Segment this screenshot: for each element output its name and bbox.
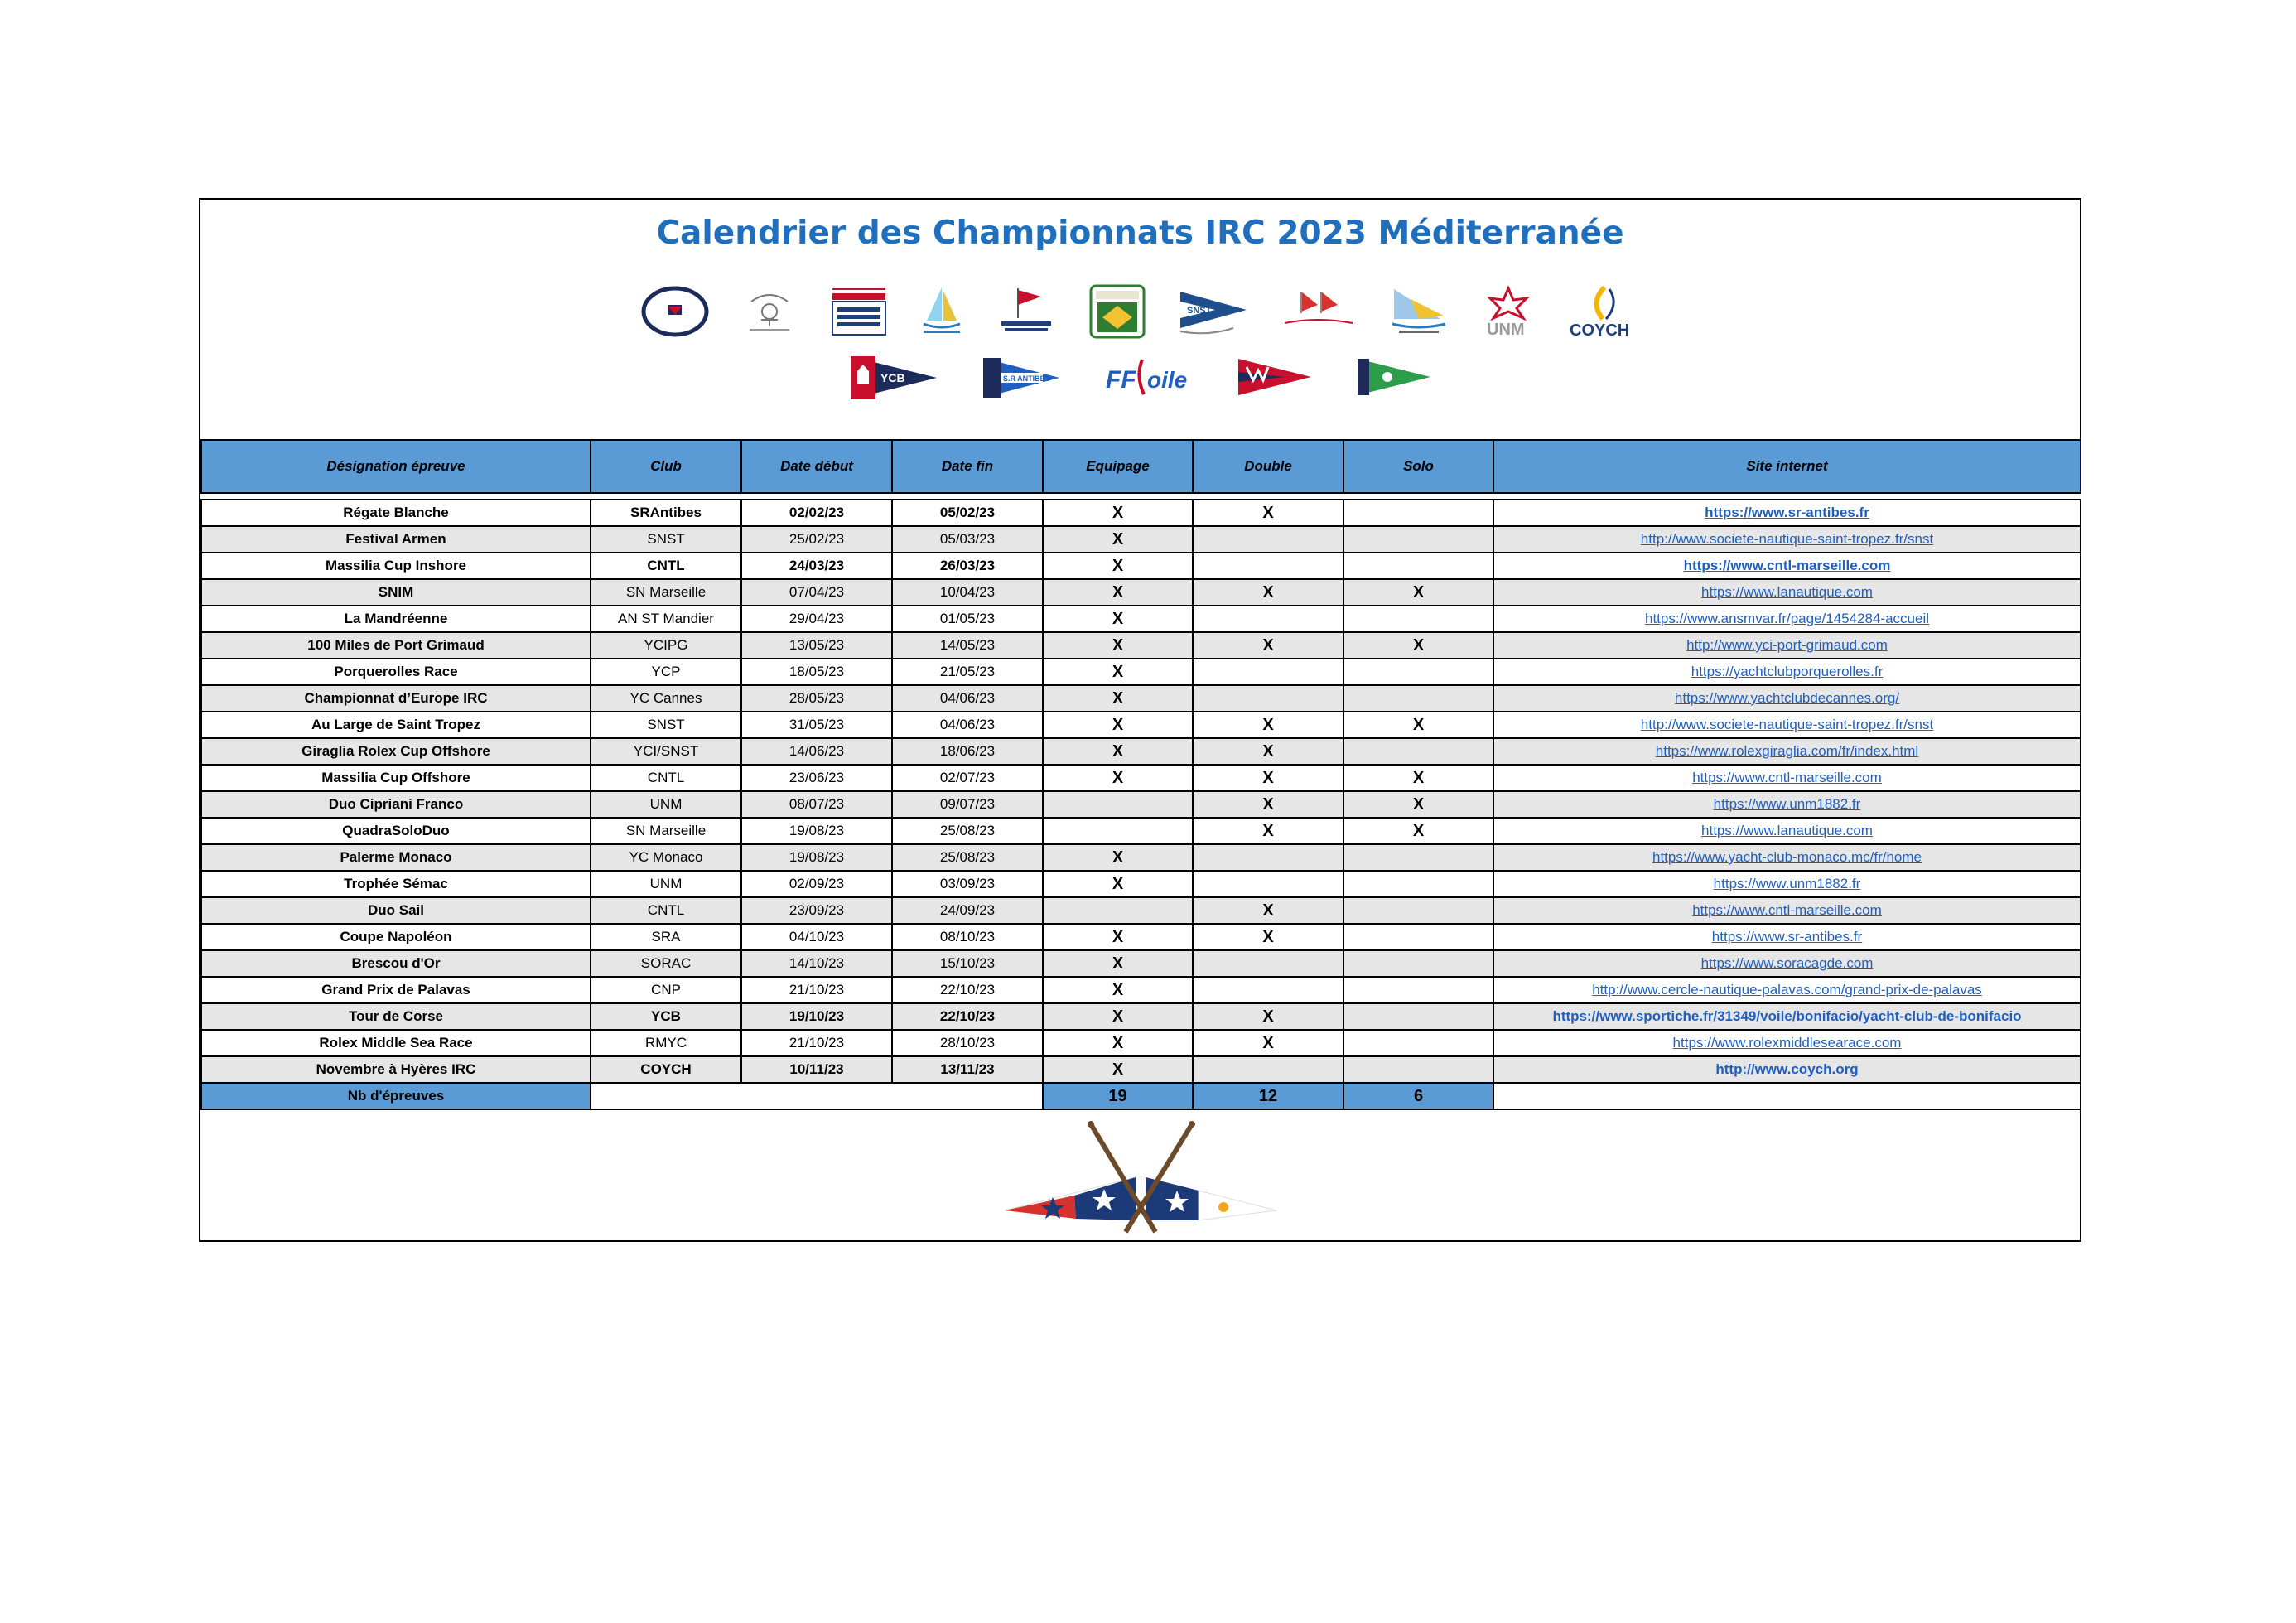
table-row <box>201 1056 2081 1083</box>
cell-designation: 100 Miles de Port Grimaud <box>201 632 591 659</box>
cell-date-start: 13/05/23 <box>741 632 892 659</box>
cell-club: SNST <box>591 526 741 553</box>
cell-date-start: 28/05/23 <box>741 685 892 712</box>
cell-equipage: X <box>1043 685 1193 712</box>
cell-date-start: 23/09/23 <box>741 897 892 924</box>
site-link[interactable]: https://www.yachtclubdecannes.org/ <box>1674 690 1900 706</box>
site-link[interactable]: http://www.cercle-nautique-palavas.com/grand-prix-de-palavas <box>1592 982 1982 997</box>
unm-logo <box>1478 285 1538 338</box>
cell-designation: Rolex Middle Sea Race <box>201 1030 591 1056</box>
site-link[interactable]: http://www.yci-port-grimaud.com <box>1686 637 1888 653</box>
table-row <box>201 659 2081 685</box>
cell-date-end: 05/02/23 <box>892 500 1043 526</box>
table-row <box>201 1003 2081 1030</box>
cell-date-start: 24/03/23 <box>741 553 892 579</box>
cell-date-end: 01/05/23 <box>892 606 1043 632</box>
cell-date-end: 14/05/23 <box>892 632 1043 659</box>
table-row <box>201 632 2081 659</box>
cell-date-start: 02/02/23 <box>741 500 892 526</box>
ansm-pennant-logo <box>1235 355 1314 400</box>
column-header-double: Double <box>1193 440 1343 493</box>
cell-double: X <box>1193 765 1343 791</box>
cell-solo <box>1343 844 1493 871</box>
cell-site <box>1493 712 2081 738</box>
cell-designation: QuadraSoloDuo <box>201 818 591 844</box>
cell-solo: X <box>1343 632 1493 659</box>
ycipg-pennant-logo <box>1354 355 1434 400</box>
yc-cannes-logo <box>640 285 710 338</box>
yacht-club-monaco-logo <box>1276 285 1359 338</box>
cell-site <box>1493 1003 2081 1030</box>
cell-equipage: X <box>1043 659 1193 685</box>
cell-designation: Trophée Sémac <box>201 871 591 897</box>
cell-designation: Massilia Cup Offshore <box>201 765 591 791</box>
svg-text:UNM: UNM <box>1486 321 1525 338</box>
cell-equipage: X <box>1043 765 1193 791</box>
cell-site <box>1493 765 2081 791</box>
cell-date-end: 05/03/23 <box>892 526 1043 553</box>
cell-date-start: 14/06/23 <box>741 738 892 765</box>
svg-text:S.R ANTIBES: S.R ANTIBES <box>1002 374 1050 383</box>
cell-solo <box>1343 738 1493 765</box>
cell-double <box>1193 950 1343 977</box>
site-link[interactable]: https://yachtclubporquerolles.fr <box>1691 664 1884 679</box>
cell-solo <box>1343 685 1493 712</box>
cell-designation: SNIM <box>201 579 591 606</box>
cell-solo <box>1343 500 1493 526</box>
cell-designation: Massilia Cup Inshore <box>201 553 591 579</box>
cell-solo <box>1343 977 1493 1003</box>
cell-equipage: X <box>1043 844 1193 871</box>
table-row <box>201 738 2081 765</box>
site-link[interactable]: https://www.cntl-marseille.com <box>1683 558 1891 573</box>
cell-date-end: 28/10/23 <box>892 1030 1043 1056</box>
cell-club: YC Cannes <box>591 685 741 712</box>
cell-equipage: X <box>1043 632 1193 659</box>
cell-date-start: 19/08/23 <box>741 844 892 871</box>
cell-date-start: 08/07/23 <box>741 791 892 818</box>
cell-date-end: 08/10/23 <box>892 924 1043 950</box>
cell-date-start: 21/10/23 <box>741 977 892 1003</box>
cell-club: UNM <box>591 871 741 897</box>
site-link[interactable]: https://www.cntl-marseille.com <box>1692 902 1882 918</box>
table-row <box>201 500 2081 526</box>
cell-designation: Giraglia Rolex Cup Offshore <box>201 738 591 765</box>
cell-date-start: 23/06/23 <box>741 765 892 791</box>
cell-designation: Novembre à Hyères IRC <box>201 1056 591 1083</box>
cell-double: X <box>1193 791 1343 818</box>
cell-site <box>1493 738 2081 765</box>
cell-solo <box>1343 950 1493 977</box>
cell-equipage: X <box>1043 712 1193 738</box>
totals-equipage: 19 <box>1043 1083 1193 1109</box>
cell-designation: Palerme Monaco <box>201 844 591 871</box>
site-link[interactable]: https://www.unm1882.fr <box>1713 796 1861 812</box>
cell-club: YCB <box>591 1003 741 1030</box>
svg-text:oile: oile <box>1146 367 1187 393</box>
cell-club: SN Marseille <box>591 818 741 844</box>
cell-equipage <box>1043 791 1193 818</box>
cell-club: CNTL <box>591 553 741 579</box>
cell-designation: Brescou d'Or <box>201 950 591 977</box>
site-link[interactable]: https://www.unm1882.fr <box>1713 876 1861 891</box>
table-row <box>201 1030 2081 1056</box>
cell-site <box>1493 606 2081 632</box>
cell-equipage: X <box>1043 1056 1193 1083</box>
cell-date-end: 26/03/23 <box>892 553 1043 579</box>
cell-double: X <box>1193 1003 1343 1030</box>
cell-date-start: 14/10/23 <box>741 950 892 977</box>
cell-designation: La Mandréenne <box>201 606 591 632</box>
table-row <box>201 712 2081 738</box>
cell-date-end: 10/04/23 <box>892 579 1043 606</box>
cell-solo: X <box>1343 818 1493 844</box>
cell-club: SN Marseille <box>591 579 741 606</box>
cell-club: RMYC <box>591 1030 741 1056</box>
cell-designation: Championnat d’Europe IRC <box>201 685 591 712</box>
site-link[interactable]: https://www.sr-antibes.fr <box>1705 505 1869 520</box>
column-header-designation: Désignation épreuve <box>201 440 591 493</box>
cell-date-end: 21/05/23 <box>892 659 1043 685</box>
cell-club: SNST <box>591 712 741 738</box>
cell-club: CNTL <box>591 765 741 791</box>
championships-table <box>200 439 2080 1110</box>
cell-solo: X <box>1343 791 1493 818</box>
site-link[interactable]: https://www.soracagde.com <box>1700 955 1874 971</box>
cell-date-end: 24/09/23 <box>892 897 1043 924</box>
cell-double: X <box>1193 924 1343 950</box>
regates-hyeres-logo <box>917 283 967 341</box>
cell-solo <box>1343 1056 1493 1083</box>
cell-solo: X <box>1343 712 1493 738</box>
site-link[interactable]: http://www.societe-nautique-saint-tropez.fr/snst <box>1640 531 1934 547</box>
cell-designation: Coupe Napoléon <box>201 924 591 950</box>
cell-solo <box>1343 897 1493 924</box>
cell-double: X <box>1193 579 1343 606</box>
cell-equipage <box>1043 897 1193 924</box>
cell-double: X <box>1193 712 1343 738</box>
table-row <box>201 791 2081 818</box>
cell-date-end: 18/06/23 <box>892 738 1043 765</box>
cell-date-end: 04/06/23 <box>892 712 1043 738</box>
svg-text:FF: FF <box>1105 366 1136 394</box>
site-link[interactable]: https://www.ansmvar.fr/page/1454284-accueil <box>1644 611 1930 626</box>
totals-site-blank <box>1493 1083 2081 1109</box>
cell-equipage: X <box>1043 553 1193 579</box>
ycb-pennant-logo <box>847 353 940 403</box>
cell-club: YCI/SNST <box>591 738 741 765</box>
table-row <box>201 526 2081 553</box>
totals-label: Nb d'épreuves <box>201 1083 591 1109</box>
cell-solo <box>1343 1030 1493 1056</box>
cell-designation: Porquerolles Race <box>201 659 591 685</box>
cell-club: SRA <box>591 924 741 950</box>
societe-nautique-marseille-logo <box>829 285 890 338</box>
rolex-middle-sea-race-logo <box>1086 283 1149 341</box>
cell-date-start: 04/10/23 <box>741 924 892 950</box>
cell-equipage: X <box>1043 871 1193 897</box>
cell-club: UNM <box>591 791 741 818</box>
cell-date-start: 19/10/23 <box>741 1003 892 1030</box>
column-header-date-start: Date début <box>741 440 892 493</box>
cell-date-start: 02/09/23 <box>741 871 892 897</box>
cell-site <box>1493 791 2081 818</box>
cell-date-start: 10/11/23 <box>741 1056 892 1083</box>
cell-double <box>1193 977 1343 1003</box>
cell-designation: Grand Prix de Palavas <box>201 977 591 1003</box>
calendar-frame <box>199 198 2081 1242</box>
totals-row <box>201 1083 2081 1109</box>
cell-double <box>1193 526 1343 553</box>
cell-date-end: 15/10/23 <box>892 950 1043 977</box>
table-row <box>201 977 2081 1003</box>
cell-designation: Au Large de Saint Tropez <box>201 712 591 738</box>
cell-double <box>1193 844 1343 871</box>
table-header-row <box>201 440 2081 493</box>
cell-equipage: X <box>1043 950 1193 977</box>
cell-club: AN ST Mandier <box>591 606 741 632</box>
column-header-site: Site internet <box>1493 440 2081 493</box>
table-row <box>201 765 2081 791</box>
cell-date-start: 19/08/23 <box>741 818 892 844</box>
table-row <box>201 553 2081 579</box>
cell-date-start: 29/04/23 <box>741 606 892 632</box>
cell-equipage: X <box>1043 738 1193 765</box>
cell-site <box>1493 500 2081 526</box>
cell-double: X <box>1193 818 1343 844</box>
cell-solo <box>1343 1003 1493 1030</box>
cell-equipage: X <box>1043 500 1193 526</box>
sr-antibes-pennant-logo <box>980 355 1063 401</box>
table-row <box>201 818 2081 844</box>
cell-double <box>1193 871 1343 897</box>
table-row <box>201 924 2081 950</box>
totals-blank <box>591 1083 1043 1109</box>
cell-club: CNP <box>591 977 741 1003</box>
table-row <box>201 871 2081 897</box>
cell-club: SRAntibes <box>591 500 741 526</box>
cell-site <box>1493 844 2081 871</box>
cell-equipage <box>1043 818 1193 844</box>
column-header-equipage: Equipage <box>1043 440 1193 493</box>
cell-designation: Tour de Corse <box>201 1003 591 1030</box>
cell-club: SORAC <box>591 950 741 977</box>
cell-date-start: 18/05/23 <box>741 659 892 685</box>
cell-designation: Régate Blanche <box>201 500 591 526</box>
cell-site <box>1493 659 2081 685</box>
cell-site <box>1493 526 2081 553</box>
cell-site <box>1493 1056 2081 1083</box>
cell-site <box>1493 818 2081 844</box>
cell-solo <box>1343 526 1493 553</box>
column-header-solo: Solo <box>1343 440 1493 493</box>
column-header-club: Club <box>591 440 741 493</box>
cell-equipage: X <box>1043 606 1193 632</box>
column-header-date-end: Date fin <box>892 440 1043 493</box>
cell-equipage: X <box>1043 924 1193 950</box>
site-link[interactable]: https://www.yacht-club-monaco.mc/fr/home <box>1652 849 1922 865</box>
cell-site <box>1493 977 2081 1003</box>
site-link[interactable]: https://www.sr-antibes.fr <box>1711 929 1863 944</box>
cell-club: YCIPG <box>591 632 741 659</box>
site-link[interactable]: https://www.cntl-marseille.com <box>1692 770 1882 785</box>
cell-date-end: 03/09/23 <box>892 871 1043 897</box>
cell-equipage: X <box>1043 526 1193 553</box>
table-row <box>201 606 2081 632</box>
cell-double: X <box>1193 1030 1343 1056</box>
cell-solo <box>1343 924 1493 950</box>
cell-double: X <box>1193 500 1343 526</box>
site-link[interactable]: https://www.lanautique.com <box>1701 584 1873 600</box>
page-title: Calendrier des Championnats IRC 2023 Méditerranée <box>656 215 1624 252</box>
crossed-pennants-logo <box>200 1119 2080 1235</box>
table-row <box>201 844 2081 871</box>
cell-double: X <box>1193 632 1343 659</box>
cell-date-start: 31/05/23 <box>741 712 892 738</box>
cell-site <box>1493 579 2081 606</box>
cell-solo: X <box>1343 579 1493 606</box>
cell-date-end: 13/11/23 <box>892 1056 1043 1083</box>
totals-double: 12 <box>1193 1083 1343 1109</box>
cell-equipage: X <box>1043 1030 1193 1056</box>
cell-site <box>1493 685 2081 712</box>
table-row <box>201 685 2081 712</box>
svg-text:COYCH: COYCH <box>1569 321 1629 340</box>
cell-date-end: 25/08/23 <box>892 844 1043 871</box>
cell-date-end: 04/06/23 <box>892 685 1043 712</box>
cell-designation: Festival Armen <box>201 526 591 553</box>
totals-solo: 6 <box>1343 1083 1493 1109</box>
crossed-pennants-icon <box>1000 1119 1281 1235</box>
snst-pennant-logo <box>1175 285 1250 338</box>
site-link[interactable]: https://www.lanautique.com <box>1701 823 1873 838</box>
cell-date-end: 22/10/23 <box>892 977 1043 1003</box>
cell-date-end: 09/07/23 <box>892 791 1043 818</box>
cell-club: YC Monaco <box>591 844 741 871</box>
cell-club: COYCH <box>591 1056 741 1083</box>
table-row <box>201 579 2081 606</box>
cell-double <box>1193 685 1343 712</box>
table-row <box>201 950 2081 977</box>
table-row <box>201 897 2081 924</box>
cell-site <box>1493 897 2081 924</box>
cell-site <box>1493 950 2081 977</box>
cell-date-start: 07/04/23 <box>741 579 892 606</box>
cell-date-start: 25/02/23 <box>741 526 892 553</box>
site-link[interactable]: http://www.coych.org <box>1715 1061 1859 1077</box>
porquerolles-yacht-club-logo <box>736 285 803 338</box>
cell-site <box>1493 553 2081 579</box>
coych-logo <box>1565 283 1641 341</box>
cell-solo <box>1343 553 1493 579</box>
cell-double: X <box>1193 738 1343 765</box>
cell-double <box>1193 606 1343 632</box>
cell-site <box>1493 924 2081 950</box>
cell-double <box>1193 553 1343 579</box>
cell-equipage: X <box>1043 977 1193 1003</box>
cell-date-end: 25/08/23 <box>892 818 1043 844</box>
cell-equipage: X <box>1043 579 1193 606</box>
cell-club: YCP <box>591 659 741 685</box>
site-link[interactable]: https://www.rolexmiddlesearace.com <box>1672 1035 1902 1051</box>
societe-nautique-saint-tropez-logo <box>993 285 1059 338</box>
cell-solo <box>1343 659 1493 685</box>
cell-site <box>1493 871 2081 897</box>
cell-date-end: 22/10/23 <box>892 1003 1043 1030</box>
cell-date-start: 21/10/23 <box>741 1030 892 1056</box>
svg-text:SNST: SNST <box>1186 306 1211 316</box>
club-nautique-palavas-logo <box>1386 283 1452 341</box>
cell-solo <box>1343 871 1493 897</box>
cell-designation: Duo Sail <box>201 897 591 924</box>
cell-site <box>1493 632 2081 659</box>
cell-double: X <box>1193 897 1343 924</box>
club-logos-row-1 <box>200 283 2080 341</box>
club-logos-row-2 <box>200 353 2080 403</box>
ffvoile-logo <box>1102 353 1195 403</box>
cell-club: CNTL <box>591 897 741 924</box>
cell-date-end: 02/07/23 <box>892 765 1043 791</box>
cell-solo <box>1343 606 1493 632</box>
cell-site <box>1493 1030 2081 1056</box>
svg-text:YCB: YCB <box>880 371 905 384</box>
cell-double <box>1193 1056 1343 1083</box>
site-link[interactable]: https://www.rolexgiraglia.com/fr/index.html <box>1655 743 1919 759</box>
cell-double <box>1193 659 1343 685</box>
site-link[interactable]: http://www.societe-nautique-saint-tropez.fr/snst <box>1640 717 1934 732</box>
cell-solo: X <box>1343 765 1493 791</box>
cell-designation: Duo Cipriani Franco <box>201 791 591 818</box>
cell-equipage: X <box>1043 1003 1193 1030</box>
site-link[interactable]: https://www.sportiche.fr/31349/voile/bonifacio/yacht-club-de-bonifacio <box>1552 1008 2022 1024</box>
